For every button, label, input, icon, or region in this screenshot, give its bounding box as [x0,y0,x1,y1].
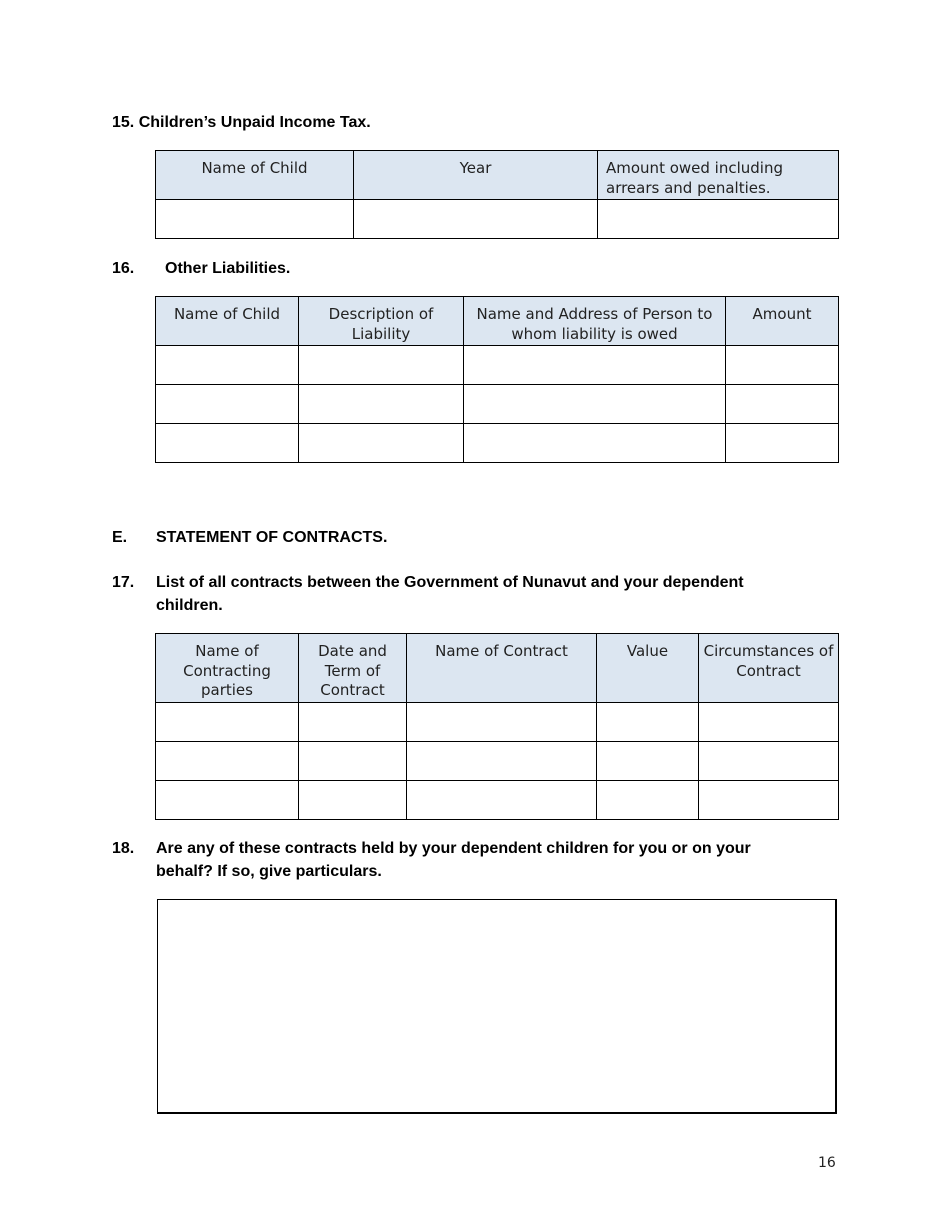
amount-cell[interactable] [726,346,839,385]
section-18-heading [112,837,812,883]
value-cell[interactable] [597,703,699,742]
description-cell[interactable] [299,385,464,424]
col-header-circumstances: Circumstances of Contract [699,634,839,703]
description-cell[interactable] [299,424,464,463]
date-term-cell[interactable] [299,781,407,820]
col-header-amount-owed: Amount owed including arrears and penalties. [598,151,839,200]
section-e-heading [112,526,812,549]
section-18-number: 18. [112,840,135,857]
contracting-parties-cell[interactable] [156,742,299,781]
table-row [156,385,839,424]
col-header-name-of-child: Name of Child [156,151,354,200]
table-row [156,781,839,820]
section-17-number: 17. [112,574,135,591]
contracting-parties-cell[interactable] [156,781,299,820]
amount-cell[interactable] [726,424,839,463]
col-header-description-of-liability: Description of Liability [299,297,464,346]
amount-owed-cell[interactable] [598,200,839,239]
section-17-title: List of all contracts between the Government of Nunavut and your dependent children. [156,574,744,614]
col-header-amount: Amount [726,297,839,346]
col-header-date-and-term: Date and Term of Contract [299,634,407,703]
section-16-heading [112,257,812,280]
creditor-cell[interactable] [464,346,726,385]
date-term-cell[interactable] [299,742,407,781]
section-e-title: STATEMENT OF CONTRACTS. [156,529,388,546]
circumstances-cell[interactable] [699,781,839,820]
creditor-cell[interactable] [464,385,726,424]
name-of-child-cell[interactable] [156,346,299,385]
col-header-name-address-of-creditor: Name and Address of Person to whom liability is owed [464,297,726,346]
year-cell[interactable] [354,200,598,239]
col-header-year: Year [354,151,598,200]
table-row [156,346,839,385]
table-row [156,424,839,463]
table-row [156,742,839,781]
section-17-heading [112,571,812,617]
creditor-cell[interactable] [464,424,726,463]
section-15-title: 15. Children’s Unpaid Income Tax. [112,114,371,131]
section-15-heading [112,111,812,134]
contracting-parties-cell[interactable] [156,703,299,742]
particulars-text-box[interactable] [157,899,837,1114]
col-header-contracting-parties: Name of Contracting parties [156,634,299,703]
contracts-table [155,633,839,820]
date-term-cell[interactable] [299,703,407,742]
name-of-child-cell[interactable] [156,424,299,463]
table-row [156,703,839,742]
children-unpaid-tax-table [155,150,839,239]
col-header-name-of-child: Name of Child [156,297,299,346]
section-16-title: Other Liabilities. [165,260,291,277]
section-e-letter: E. [112,529,128,546]
other-liabilities-table [155,296,839,463]
table-row [156,200,839,239]
value-cell[interactable] [597,781,699,820]
contract-name-cell[interactable] [407,781,597,820]
page-number: 16 [818,1155,836,1171]
name-of-child-cell[interactable] [156,200,354,239]
value-cell[interactable] [597,742,699,781]
amount-cell[interactable] [726,385,839,424]
circumstances-cell[interactable] [699,742,839,781]
col-header-name-of-contract: Name of Contract [407,634,597,703]
section-16-number: 16. [112,260,135,277]
description-cell[interactable] [299,346,464,385]
contract-name-cell[interactable] [407,742,597,781]
col-header-value: Value [597,634,699,703]
name-of-child-cell[interactable] [156,385,299,424]
circumstances-cell[interactable] [699,703,839,742]
contract-name-cell[interactable] [407,703,597,742]
section-18-title: Are any of these contracts held by your dependent children for you or on your behalf? If so, give particulars. [156,840,751,880]
